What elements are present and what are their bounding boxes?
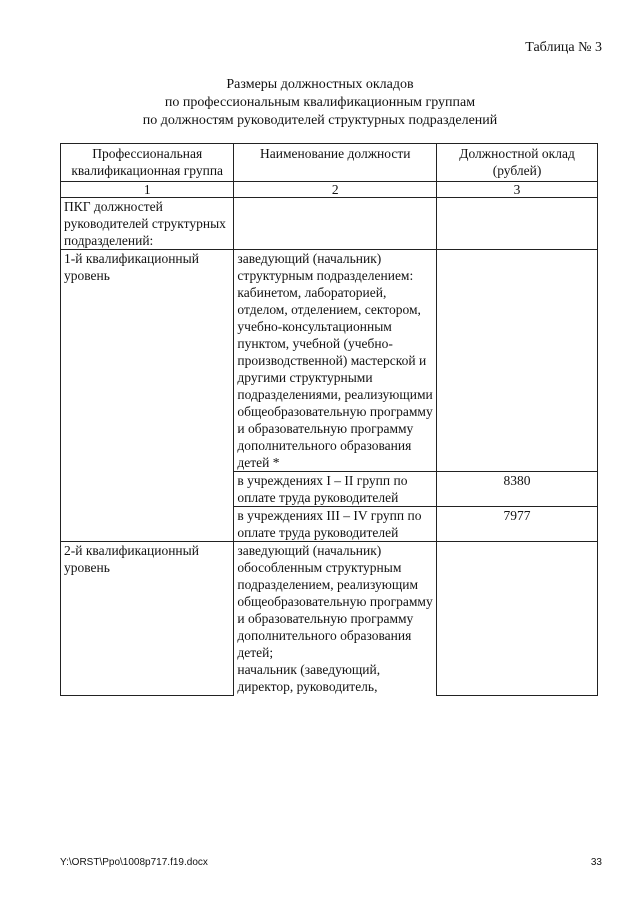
header-salary: Должностной оклад (рублей) [437,144,598,182]
level-1-sub2-cell: в учреждениях III – IV групп по оплате труда руководителей [234,507,437,542]
empty-cell [437,198,598,250]
level-2-position-cell: заведующий (начальник) обособленным структурным подразделением, реализующим общеобразовательную программу и образовательную программу дополнительного образования детей; начальник (заведующий, директор, руководитель, [234,542,437,696]
salary-table [60,143,598,696]
table-row [61,198,598,250]
table-number: Таблица № 3 [525,40,602,55]
table-row [61,250,598,472]
empty-cell [234,198,437,250]
column-number: 2 [234,182,437,198]
header-position-name: Наименование должности [234,144,437,182]
title-line-2: по профессиональным квалификационным группам [164,95,476,110]
column-number: 3 [437,182,598,198]
level-1-position-cell: заведующий (начальник) структурным подразделением: кабинетом, лабораторией, отделом, отделением, сектором, учебно-консультационным пунктом, учебной (учебно-производственной) мастерской и другими структурными подразделениями, реализующими общеобразовательную программу и образовательную программу дополнительного образования детей * [234,250,437,472]
header-row [61,144,598,182]
empty-cell [437,250,598,472]
column-number-row [61,182,598,198]
header-qualification-group: Профессиональная квалификационная группа [61,144,234,182]
title-line-1: Размеры должностных окладов [226,77,414,92]
table-title [0,76,640,130]
level-2-cell: 2-й квалификационный уровень [61,542,234,696]
empty-cell [437,542,598,696]
footer-file-path: Y:\ORST\Ppo\1008p717.f19.docx [60,857,208,868]
salary-value: 8380 [437,472,598,507]
title-line-3: по должностям руководителей структурных подразделений [142,113,498,128]
pkg-cell: ПКГ должностей руководителей структурных подразделений: [61,198,234,250]
column-number: 1 [61,182,234,198]
level-1-cell: 1-й квалификационный уровень [61,250,234,542]
table-row [61,542,598,696]
level-1-sub1-cell: в учреждениях I – II групп по оплате труда руководителей [234,472,437,507]
footer-page-number: 33 [590,857,602,868]
salary-value: 7977 [437,507,598,542]
